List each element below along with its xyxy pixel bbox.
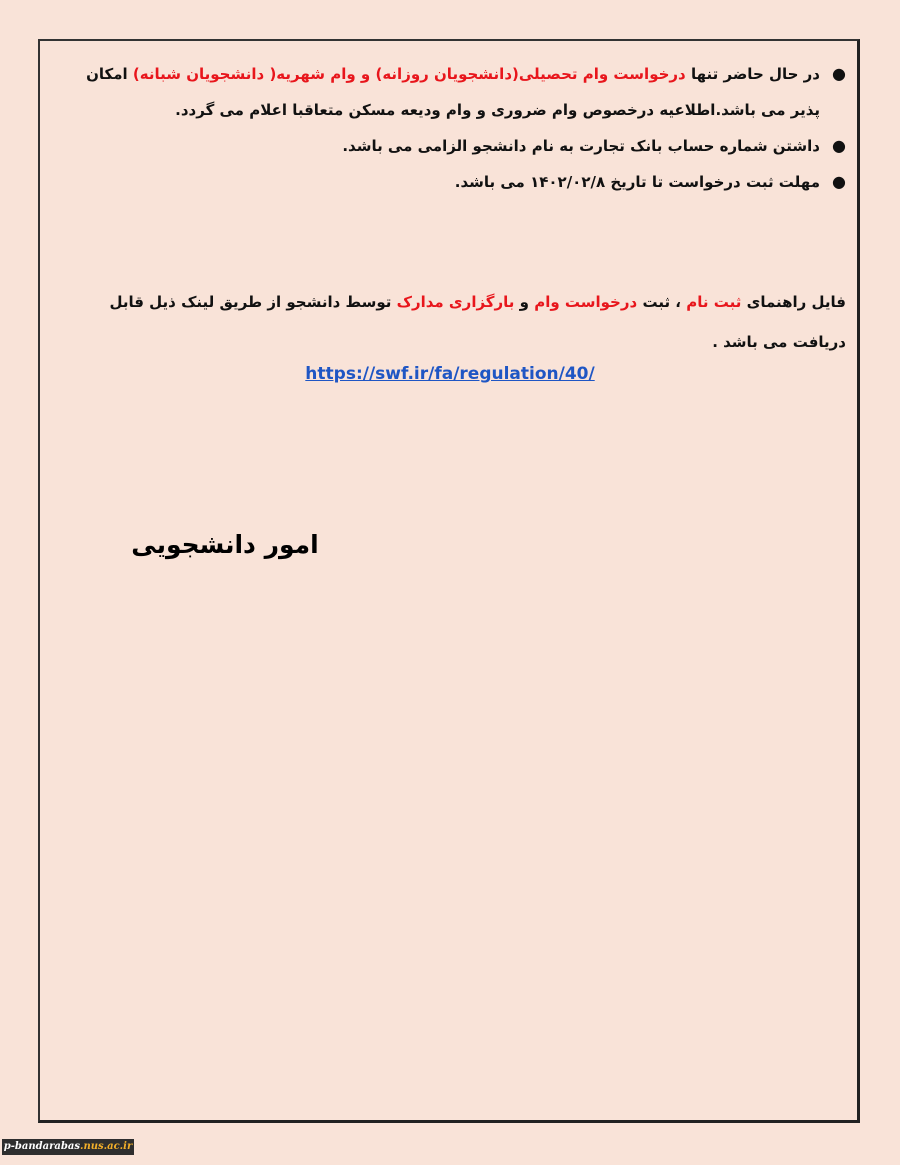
bullet-dot: ● bbox=[832, 64, 846, 83]
site-watermark: p-bandarabas.nus.ac.ir bbox=[2, 1139, 134, 1155]
bullet-dot: ● bbox=[832, 172, 846, 191]
bullet-text: در حال حاضر تنها درخواست وام تحصیلی(دانشجویان روزانه) و وام شهریه( دانشجویان شبانه) امکان پذیر می باشد.اطلاعیه درخصوص وام ضروری و وام ودیعه مسکن متعاقبا اعلام می گردد. bbox=[86, 65, 820, 119]
guide-paragraph: فایل راهنمای ثبت نام ، ثبت درخواست وام و بارگزاری مدارک توسط دانشجو از طریق لینک ذیل قابل دریافت می باشد . bbox=[109, 293, 846, 351]
bullet-text: مهلت ثبت درخواست تا تاریخ ۱۴۰۲/۰۲/۸ می باشد. bbox=[454, 173, 820, 191]
notice-bullets bbox=[76, 56, 846, 200]
regulation-link[interactable]: https://swf.ir/fa/regulation/40/ bbox=[305, 364, 595, 384]
bullet-item-loan-types bbox=[76, 56, 846, 128]
bullet-item-bank-account bbox=[76, 128, 846, 164]
bullet-text: داشتن شماره حساب بانک تجارت به نام دانشجو الزامی می باشد. bbox=[342, 137, 820, 155]
bullet-dot: ● bbox=[832, 136, 846, 155]
bullet-item-deadline bbox=[76, 164, 846, 200]
document-frame bbox=[38, 39, 860, 1123]
signature-student-affairs: امور دانشجویی bbox=[131, 530, 319, 559]
